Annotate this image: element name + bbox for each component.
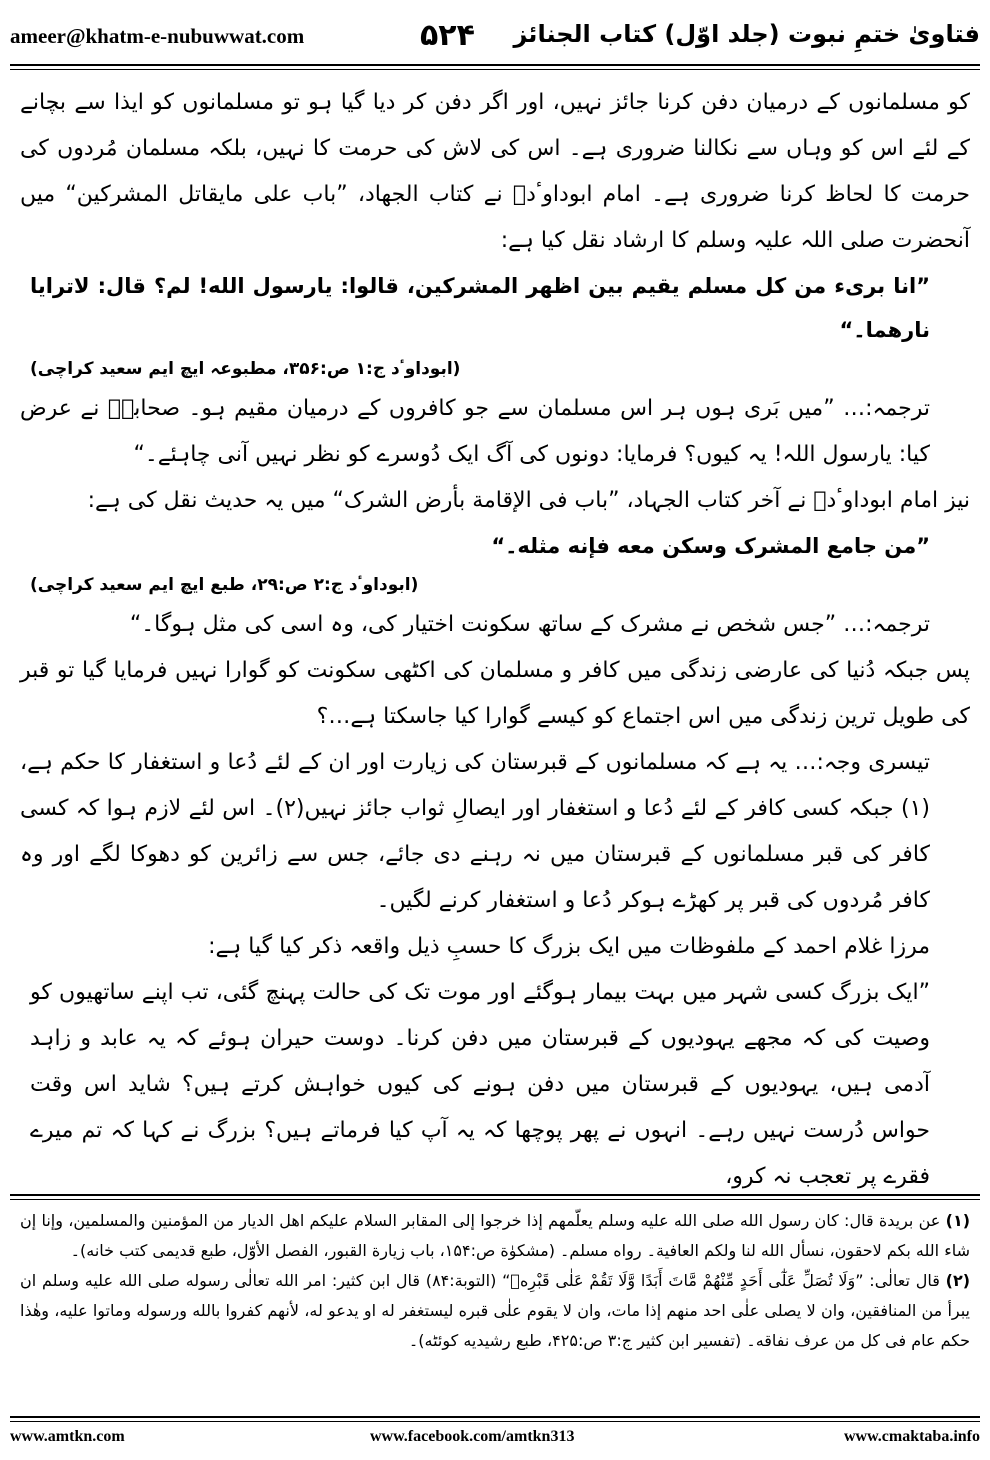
header-email[interactable]: ameer@khatm-e-nubuwwat.com bbox=[10, 24, 305, 48]
quote-hadith-2: ”من جامع المشرک وسکن معه فإنه مثله۔“ bbox=[491, 534, 930, 558]
footer-link-amtkn[interactable]: www.amtkn.com bbox=[10, 1428, 125, 1445]
page-header bbox=[10, 18, 980, 62]
quote-hadith-1: ”انا بریء من کل مسلم یقیم بین اظهر المشرکین، قالوا: یارسول الله! لم؟ قال: لاترایا نارهما۔“ bbox=[30, 274, 930, 342]
footnote-2-text: قال تعالٰی: ”وَلَا تُصَلِّ عَلٰٓی أَحَدٍ مِّنْهُمْ مَّاتَ أَبَدًا وَّلَا تَقُمْ عَلٰی قَبْرِهٖ“ (التوبة:۸۴) قال ابن کثیر: امر الله تعالٰی رسوله صلی الله علیه وسلم ان یبرأ من المنافقین، وان لا یصلی علٰی احد منهم إذا مات، وان لا یقوم علٰی قبره لیستغفر له او یدعو له، لأنهم کفروا بالله ورسوله وماتوا علیه، وهٰذا حکم عام فی کل من عرف نفاقه۔ (تفسیر ابن کثیر ج:۳ ص:۴۲۵، طبع رشیدیه کوئٹه)۔ bbox=[20, 1271, 970, 1350]
footnote-1 bbox=[20, 1206, 970, 1266]
footnotes bbox=[20, 1206, 970, 1356]
reference-1: (ابوداوٴد ج:۱ ص:۳۵۶، مطبوعہ ایچ ایم سعید کراچی) bbox=[30, 359, 461, 379]
footer-rule bbox=[10, 1416, 980, 1422]
paragraph-1: کو مسلمانوں کے درمیان دفن کرنا جائز نہیں، اور اگر دفن کر دیا گیا ہو تو مسلمانوں کو ایذا سے بچانے کے لئے اس کو وہاں سے نکالنا ضروری ہے۔ اس کی لاش کی حرمت کا نہیں، بلکہ مسلمان مُردوں کی حرمت کا لحاظ کرنا ضروری ہے۔ امام ابوداوٴدؒ نے کتاب الجهاد، ”باب علی مایقاتل المشرکین“ میں آنحضرت صلی اللہ علیہ وسلم کا ارشاد نقل کیا ہے: bbox=[20, 90, 970, 253]
page-number: ۵۲۴ bbox=[420, 18, 475, 53]
book-title: فتاویٰ ختمِ نبوت (جلد اوّل) کتاب الجنائز bbox=[513, 20, 980, 48]
footnote-rule bbox=[10, 1194, 980, 1200]
header-rule bbox=[10, 64, 980, 70]
footnote-2 bbox=[20, 1266, 970, 1356]
paragraph-3: پس جبکہ دُنیا کی عارضی زندگی میں کافر و مسلمان کی اکٹھی سکونت کو گوارا نہیں فرمایا گیا تو قبر کی طویل ترین زندگی میں اس اجتماع کو کیسے گوارا کیا جاسکتا ہے…؟ bbox=[20, 658, 970, 729]
footnote-1-number: (۱) bbox=[945, 1211, 971, 1230]
footnote-1-text: عن بریدة قال: کان رسول الله صلی الله علیه وسلم یعلّمهم إذا خرجوا إلی المقابر السلام علیکم اهل الدیار من المؤمنین والمسلمین، وإنا إن شاء الله بکم لاحقون، نسأل الله لنا ولکم العافیة۔ رواه مسلم۔ (مشکوٰة ص:۱۵۴، باب زیارة القبور، الفصل الأوّل، طبع قدیمی کتب خانه)۔ bbox=[20, 1211, 970, 1260]
paragraph-4: تیسری وجہ:… یہ ہے کہ مسلمانوں کے قبرستان کی زیارت اور ان کے لئے دُعا و استغفار کا حکم ہے،(۱) جبکہ کسی کافر کے لئے دُعا و استغفار اور ایصالِ ثواب جائز نہیں(۲)۔ اس لئے لازم ہوا کہ کسی کافر کی قبر مسلمانوں کے قبرستان میں نہ رہنے دی جائے، جس سے زائرین کو دھوکا لگے اور وہ کافر مُردوں کی قبر پر کھڑے ہوکر دُعا و استغفار کرنے لگیں۔ bbox=[20, 750, 930, 913]
footer-link-cmaktaba[interactable]: www.cmaktaba.info bbox=[843, 1428, 980, 1445]
main-text bbox=[20, 80, 970, 1200]
footer-link-facebook[interactable]: www.facebook.com/amtkn313 bbox=[370, 1428, 575, 1445]
reference-2: (ابوداوٴد ج:۲ ص:۲۹، طبع ایچ ایم سعید کراچی) bbox=[30, 575, 419, 595]
footnote-2-number: (۲) bbox=[945, 1271, 971, 1290]
translation-1: ترجمہ:… ”میں بَری ہوں ہر اس مسلمان سے جو کافروں کے درمیان مقیم ہو۔ صحابہؓ نے عرض کیا: یارسول اللہ! یہ کیوں؟ فرمایا: دونوں کی آگ ایک دُوسرے کو نظر نہیں آنی چاہئے۔“ bbox=[20, 396, 930, 467]
translation-2: ترجمہ:… ”جس شخص نے مشرک کے ساتھ سکونت اختیار کی، وہ اسی کی مثل ہوگا۔“ bbox=[129, 612, 930, 637]
paragraph-2: نیز امام ابوداوٴدؒ نے آخر کتاب الجہاد، ”باب فی الإقامة بأرض الشرک“ میں یہ حدیث نقل کی ہے: bbox=[87, 488, 970, 513]
quote-malfoozat: ”ایک بزرگ کسی شہر میں بہت بیمار ہوگئے اور موت تک کی حالت پہنچ گئی، تب اپنے ساتھیوں کو وصیت کی کہ مجھے یہودیوں کے قبرستان میں دفن کرنا۔ دوست حیران ہوئے کہ یہ عابد و زاہد آدمی ہیں، یہودیوں کے قبرستان میں دفن ہونے کی کیوں خواہش کرتے ہیں؟ شاید اس وقت حواس دُرست نہیں رہے۔ انہوں نے پھر پوچھا کہ یہ آپ کیا فرماتے ہیں؟ بزرگ نے کہا کہ تم میرے فقرے پر تعجب نہ کرو، bbox=[30, 980, 931, 1189]
paragraph-5: مرزا غلام احمد کے ملفوظات میں ایک بزرگ کا حسبِ ذیل واقعہ ذکر کیا گیا ہے: bbox=[208, 934, 930, 959]
page-footer bbox=[10, 1426, 980, 1452]
